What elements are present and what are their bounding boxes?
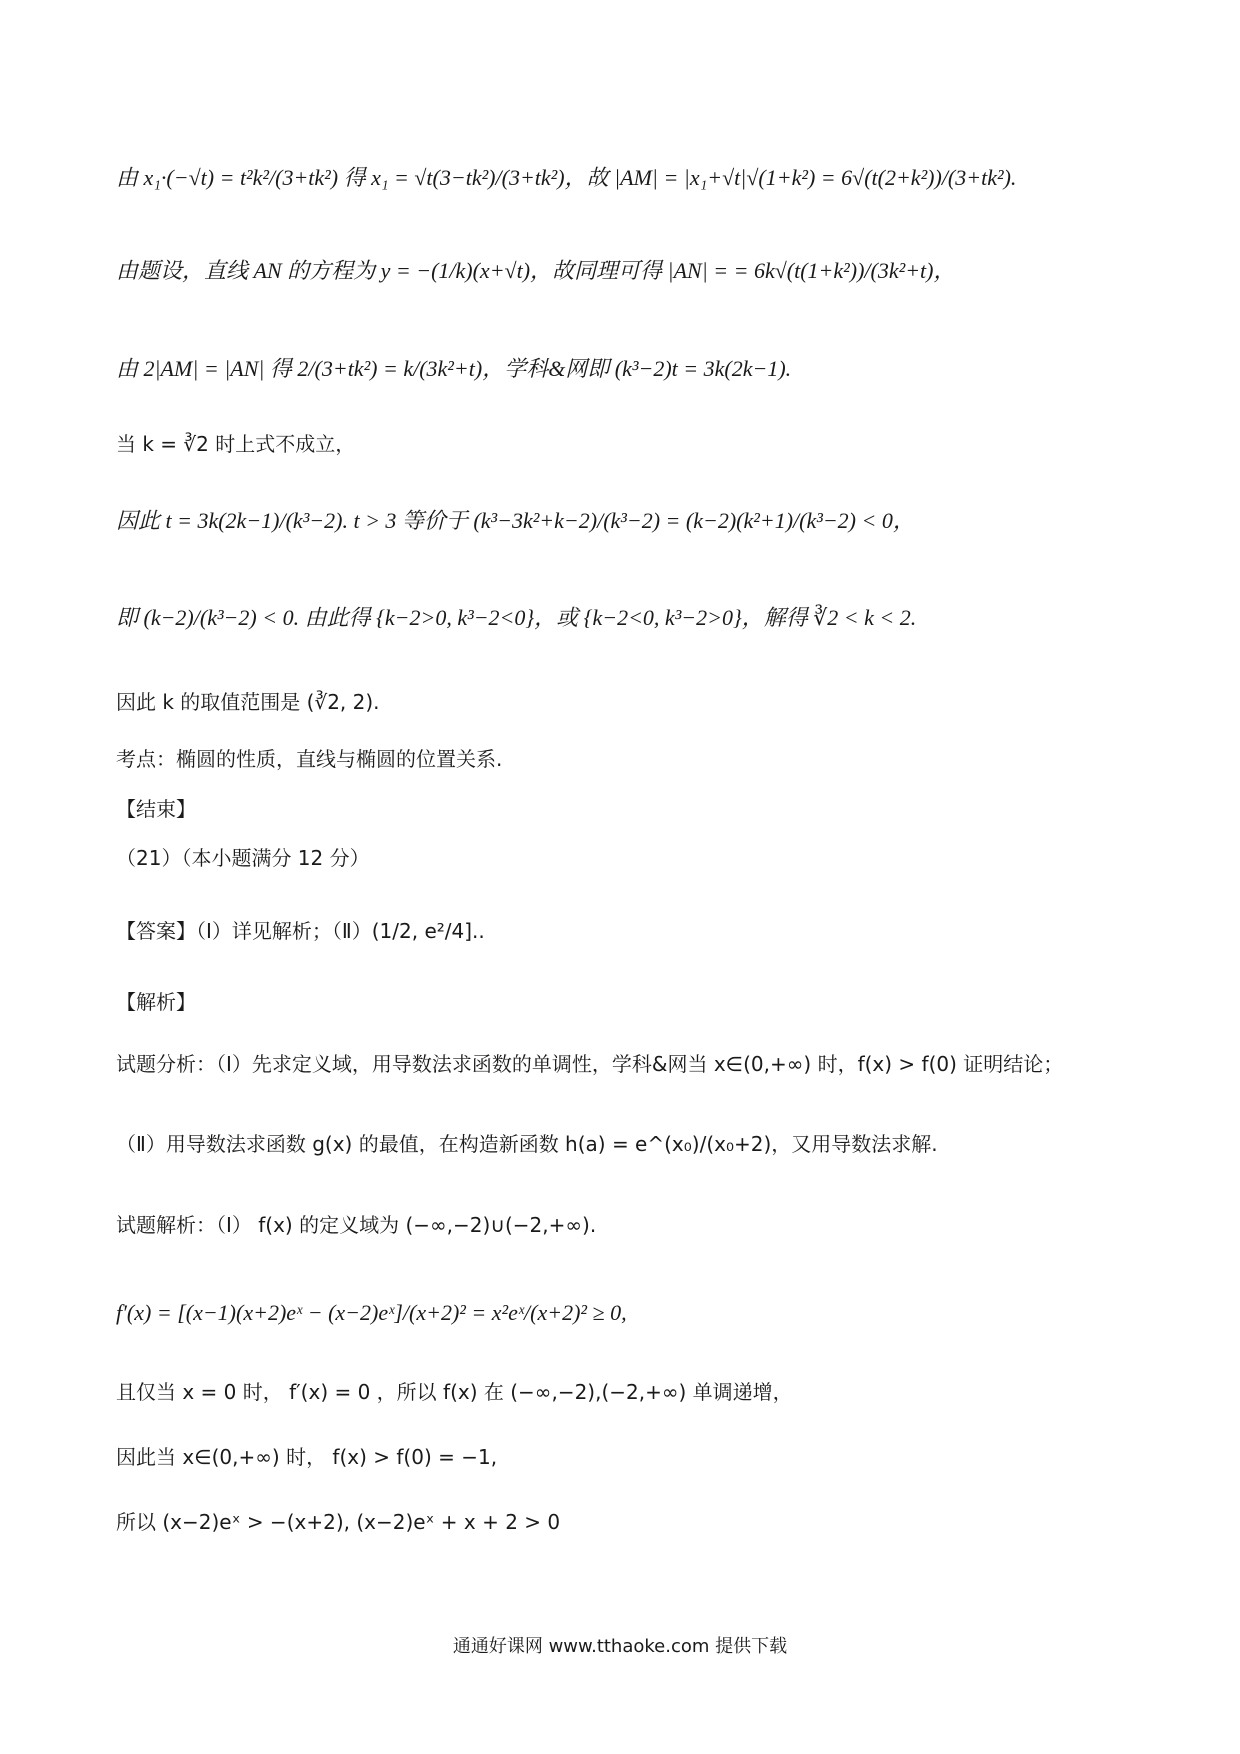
page-line-6: 即 (k−2)/(k³−2) < 0. 由此得 {k−2>0, k³−2<0}，或 {k−2<0, k³−2>0}，解得 ∛2 < k < 2.	[116, 605, 917, 630]
page-line-7: 因此 k 的取值范围是 (∛2, 2).	[116, 690, 380, 714]
page-line-18: 因此当 x∈(0,+∞) 时， f(x) > f(0) = −1,	[116, 1445, 498, 1469]
page-line-5: 因此 t = 3k(2k−1)/(k³−2). t > 3 等价于 (k³−3k²+k−2)/(k³−2) = (k−2)(k²+1)/(k³−2) < 0，	[116, 508, 915, 533]
page-line-16: f′(x) = [(x−1)(x+2)eˣ − (x−2)eˣ]/(x+2)² = x²eˣ/(x+2)² ≥ 0,	[116, 1300, 627, 1325]
footer: 通通好课网 www.tthaoke.com 提供下载	[452, 1636, 788, 1657]
page-line-12: 【解析】	[116, 990, 196, 1014]
page-line-11: 【答案】（Ⅰ）详见解析；（Ⅱ）(1/2, e²/4]..	[116, 919, 485, 943]
page-line-2: 由题设，直线 AN 的方程为 y = −(1/k)(x+√t)，故同理可得 |AN| = = 6k√(t(1+k²))/(3k²+t)，	[116, 258, 956, 283]
page-line-14: （Ⅱ）用导数法求函数 g(x) 的最值，在构造新函数 h(a) = e^(x₀)/(x₀+2)，又用导数法求解.	[116, 1132, 938, 1156]
page-line-13: 试题分析：（Ⅰ）先求定义域，用导数法求函数的单调性，学科&网当 x∈(0,+∞) 时，f(x) > f(0) 证明结论；	[116, 1052, 1064, 1076]
page-line-15: 试题解析：（Ⅰ） f(x) 的定义域为 (−∞,−2)∪(−2,+∞).	[116, 1213, 597, 1237]
page-line-3: 由 2|AM| = |AN| 得 2/(3+tk²) = k/(3k²+t)，学科&网即 (k³−2)t = 3k(2k−1).	[116, 356, 792, 381]
page-line-17: 且仅当 x = 0 时， f′(x) = 0 ，所以 f(x) 在 (−∞,−2),(−2,+∞) 单调递增，	[116, 1380, 793, 1404]
page-line-8: 考点：椭圆的性质，直线与椭圆的位置关系.	[116, 747, 503, 771]
page-line-10: （21）（本小题满分 12 分）	[116, 846, 370, 870]
page-line-4: 当 k = ∛2 时上式不成立，	[116, 432, 356, 456]
page-line-9: 【结束】	[116, 797, 196, 821]
page-line-1: 由 x₁·(−√t) = t²k²/(3+tk²) 得 x₁ = √t(3−tk²)/(3+tk²)，故 |AM| = |x₁+√t|√(1+k²) = 6√(t(2+k²))/(3+tk²).	[116, 165, 1017, 190]
page-line-19: 所以 (x−2)eˣ > −(x+2), (x−2)eˣ + x + 2 > 0	[116, 1510, 561, 1534]
